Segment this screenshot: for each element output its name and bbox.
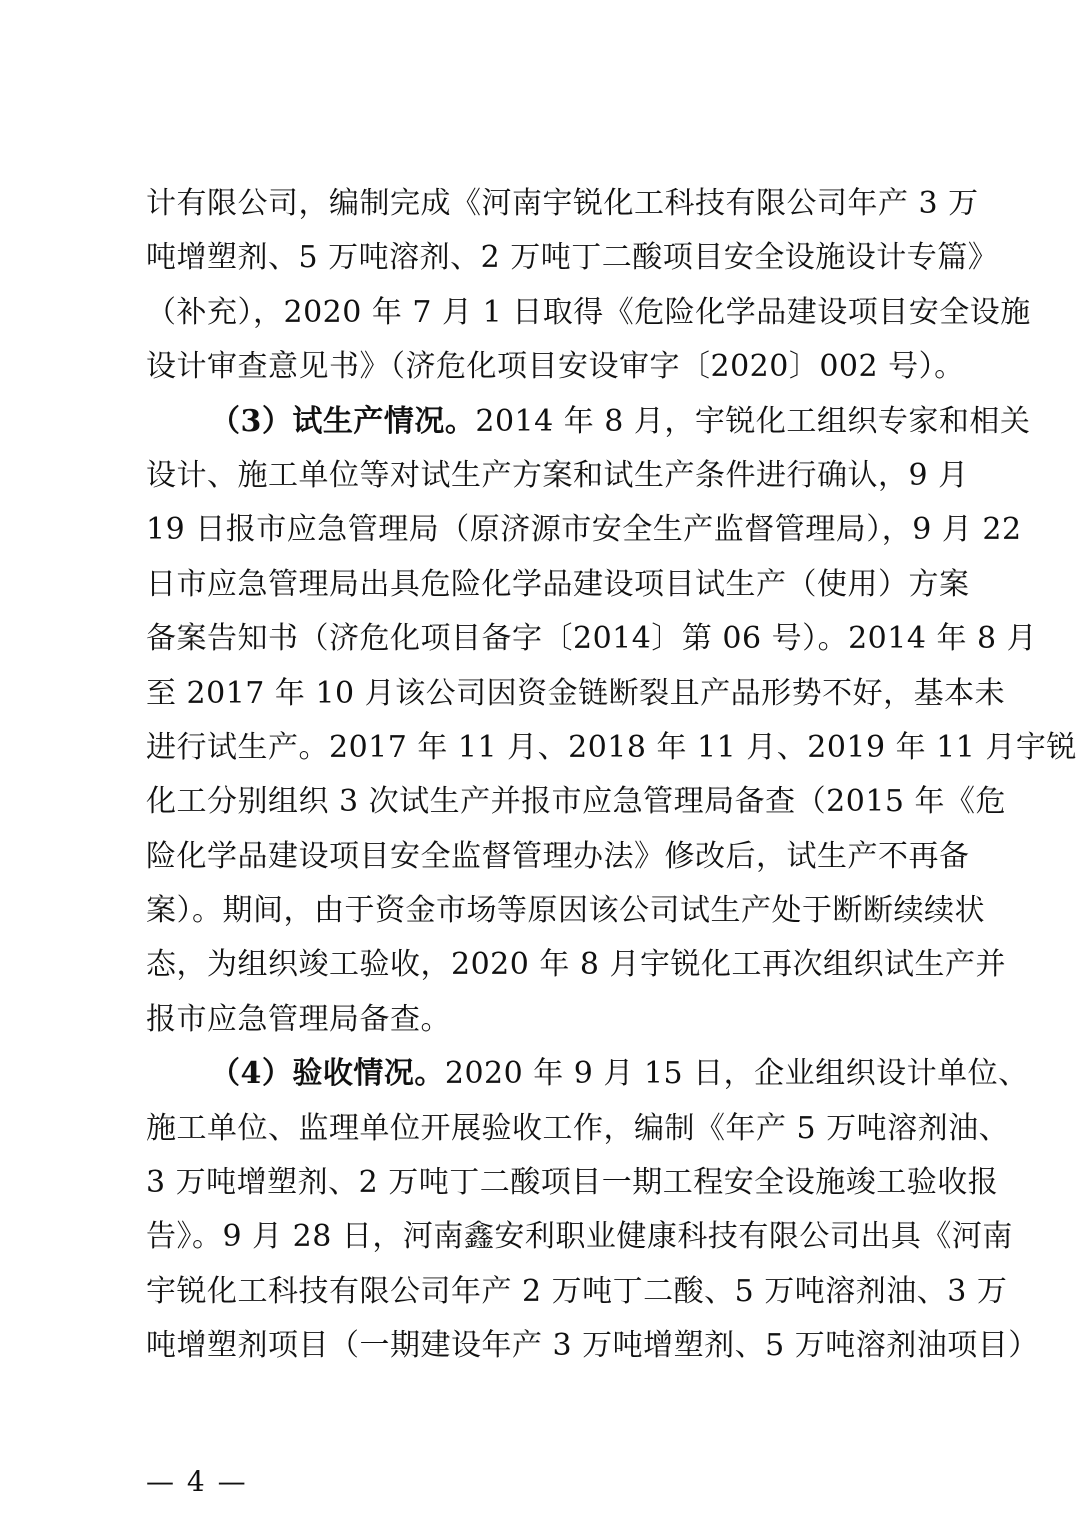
text-line xyxy=(146,1210,1013,1264)
text-line xyxy=(146,1319,1039,1373)
section-heading: （4）验收情况。 xyxy=(210,1056,445,1092)
text-line xyxy=(146,830,970,884)
text-line xyxy=(146,1156,999,1210)
document-body xyxy=(146,177,1077,1374)
text-line xyxy=(146,503,1022,557)
line-text: 险化学品建设项目安全监督管理办法》修改后，试生产不再备 xyxy=(146,838,970,874)
text-line xyxy=(146,558,970,612)
line-text: 告》。9 月 28 日，河南鑫安利职业健康科技有限公司出具《河南 xyxy=(146,1219,1013,1255)
text-line xyxy=(146,231,999,285)
line-text: 2020 年 9 月 15 日，企业组织设计单位、 xyxy=(444,1056,1029,1092)
text-line xyxy=(146,1102,1010,1156)
line-text: 案）。期间，由于资金市场等原因该公司试生产处于断断续续状 xyxy=(146,893,985,929)
line-text: 施工单位、监理单位开展验收工作，编制《年产 5 万吨溶剂油、 xyxy=(146,1110,1010,1146)
line-text: 报市应急管理局备查。 xyxy=(146,1001,451,1037)
text-line xyxy=(146,1047,1029,1101)
line-text: 至 2017 年 10 月该公司因资金链断裂且产品形势不好，基本未 xyxy=(146,675,1006,711)
text-line xyxy=(146,612,1038,666)
line-text: 设计、施工单位等对试生产方案和试生产条件进行确认，9 月 xyxy=(146,457,969,493)
text-line xyxy=(146,884,985,938)
text-line xyxy=(146,1265,1008,1319)
text-line xyxy=(146,340,965,394)
line-text: 3 万吨增塑剂、2 万吨丁二酸项目一期工程安全设施竣工验收报 xyxy=(146,1165,999,1201)
line-text: 备案告知书（济危化项目备字〔2014〕第 06 号）。2014 年 8 月 xyxy=(146,621,1038,657)
line-text: 吨增塑剂项目（一期建设年产 3 万吨增塑剂、5 万吨溶剂油项目） xyxy=(146,1328,1039,1364)
line-text: 2014 年 8 月，宇锐化工组织专家和相关 xyxy=(475,403,1031,439)
text-line xyxy=(146,449,969,503)
text-line xyxy=(146,667,1006,721)
line-text: （补充），2020 年 7 月 1 日取得《危险化学品建设项目安全设施 xyxy=(146,294,1031,330)
text-line xyxy=(146,395,1031,449)
line-text: 化工分别组织 3 次试生产并报市应急管理局备查（2015 年《危 xyxy=(146,784,1007,820)
line-text: 计有限公司，编制完成《河南宇锐化工科技有限公司年产 3 万 xyxy=(146,186,979,221)
line-text: 日市应急管理局出具危险化学品建设项目试生产（使用）方案 xyxy=(146,566,970,602)
text-line xyxy=(146,721,1077,775)
text-line xyxy=(146,286,1031,340)
text-line xyxy=(146,775,1007,829)
text-line xyxy=(146,993,936,1047)
section-heading: （3）试生产情况。 xyxy=(210,403,476,439)
line-text: 宇锐化工科技有限公司年产 2 万吨丁二酸、5 万吨溶剂油、3 万 xyxy=(146,1273,1008,1309)
text-line xyxy=(146,938,1007,992)
page-number: — 4 — xyxy=(146,1465,248,1498)
text-line xyxy=(146,177,979,231)
line-text: 设计审查意见书》（济危化项目安设审字〔2020〕002 号）。 xyxy=(146,349,965,385)
line-text: 态，为组织竣工验收，2020 年 8 月宇锐化工再次组织试生产并 xyxy=(146,947,1007,983)
line-text: 吨增塑剂、5 万吨溶剂、2 万吨丁二酸项目安全设施设计专篇》 xyxy=(146,240,999,276)
line-text: 进行试生产。2017 年 11 月、2018 年 11 月、2019 年 11 月宇锐 xyxy=(146,729,1077,765)
line-text: 19 日报市应急管理局（原济源市安全生产监督管理局），9 月 22 xyxy=(146,512,1022,548)
